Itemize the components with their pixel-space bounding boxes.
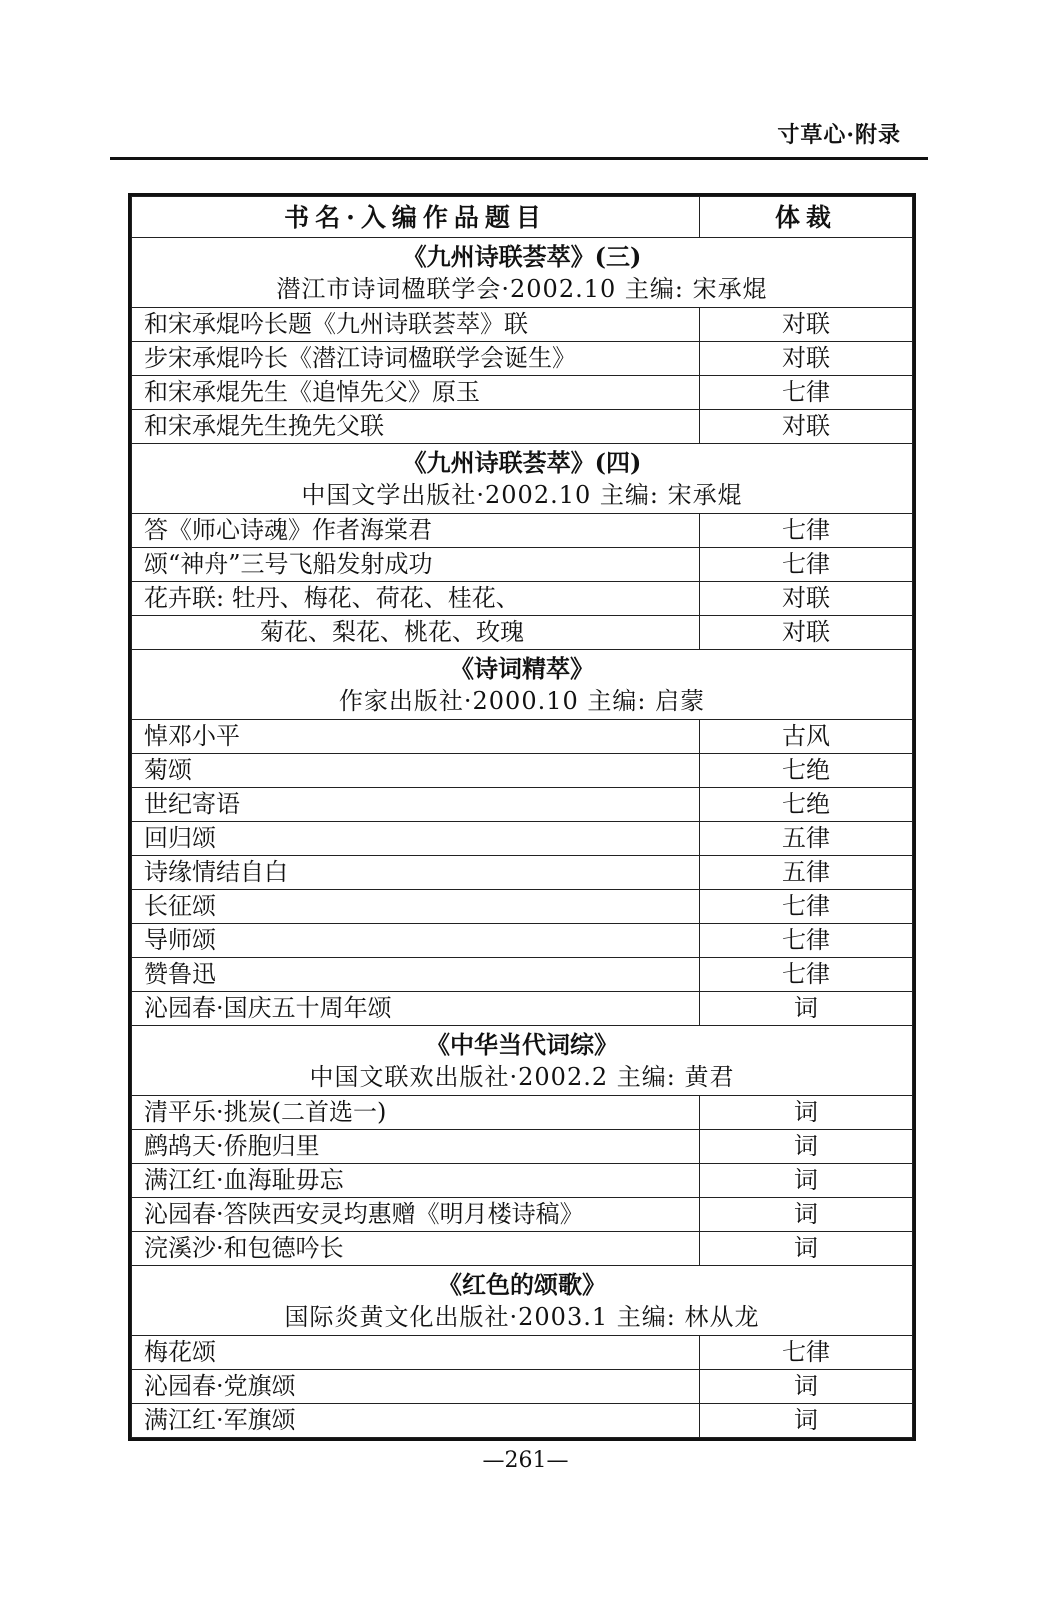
work-title: 满江红·血海耻毋忘	[132, 1164, 700, 1198]
column-header-genre: 体裁	[700, 197, 913, 238]
work-title: 回归颂	[132, 822, 700, 856]
work-title: 和宋承焜先生挽先父联	[132, 410, 700, 444]
book-publisher-meta: 中国文联欢出版社·2002.2 主编: 黄君	[309, 1063, 735, 1091]
book-header-row	[132, 1266, 913, 1336]
work-genre: 七律	[700, 890, 913, 924]
work-title: 花卉联: 牡丹、梅花、荷花、桂花、	[132, 582, 700, 616]
book-header-cell	[132, 238, 913, 308]
work-genre: 七律	[700, 958, 913, 992]
work-genre: 词	[700, 1370, 913, 1404]
work-genre: 对联	[700, 308, 913, 342]
table-row	[132, 890, 913, 924]
book-header-row	[132, 444, 913, 514]
work-title: 梅花颂	[132, 1336, 700, 1370]
table-row	[132, 720, 913, 754]
works-table	[128, 193, 916, 1441]
work-title: 赞鲁迅	[132, 958, 700, 992]
work-genre: 七绝	[700, 754, 913, 788]
table-row	[132, 308, 913, 342]
table-row	[132, 582, 913, 616]
book-publisher-meta: 潜江市诗词楹联学会·2002.10 主编: 宋承焜	[276, 275, 768, 303]
work-title: 诗缘情结自白	[132, 856, 700, 890]
work-genre: 词	[700, 1198, 913, 1232]
work-genre: 词	[700, 992, 913, 1026]
work-genre: 词	[700, 1404, 913, 1438]
book-publisher-meta: 国际炎黄文化出版社·2003.1 主编: 林从龙	[284, 1303, 760, 1331]
work-genre: 七律	[700, 924, 913, 958]
work-genre: 词	[700, 1232, 913, 1266]
work-title: 浣溪沙·和包德吟长	[132, 1232, 700, 1266]
work-genre: 五律	[700, 822, 913, 856]
book-name: 《诗词精萃》	[450, 654, 594, 683]
column-header-title: 书名·入编作品题目	[132, 197, 700, 238]
work-title: 和宋承焜吟长题《九州诗联荟萃》联	[132, 308, 700, 342]
table-row	[132, 514, 913, 548]
work-title: 鹧鸪天·侨胞归里	[132, 1130, 700, 1164]
work-title: 世纪寄语	[132, 788, 700, 822]
work-genre: 词	[700, 1164, 913, 1198]
book-header-row	[132, 650, 913, 720]
table-row	[132, 548, 913, 582]
book-name: 《中华当代词综》	[426, 1030, 618, 1059]
work-genre: 对联	[700, 410, 913, 444]
work-genre: 对联	[700, 342, 913, 376]
work-title: 颂“神舟”三号飞船发射成功	[132, 548, 700, 582]
header-rule	[110, 157, 928, 160]
work-genre: 七律	[700, 548, 913, 582]
book-header-cell	[132, 650, 913, 720]
work-genre: 七绝	[700, 788, 913, 822]
table-row	[132, 1404, 913, 1438]
work-genre: 七律	[700, 376, 913, 410]
work-title: 步宋承焜吟长《潜江诗词楹联学会诞生》	[132, 342, 700, 376]
book-publisher-meta: 中国文学出版社·2002.10 主编: 宋承焜	[301, 481, 743, 509]
book-header-cell	[132, 1266, 913, 1336]
table-row	[132, 856, 913, 890]
book-name: 《红色的颂歌》	[438, 1270, 606, 1299]
work-title: 沁园春·国庆五十周年颂	[132, 992, 700, 1026]
book-header-row	[132, 238, 913, 308]
work-genre: 七律	[700, 1336, 913, 1370]
book-publisher-meta: 作家出版社·2000.10 主编: 启蒙	[338, 687, 706, 715]
table-header-row	[132, 197, 913, 238]
book-header-cell	[132, 444, 913, 514]
table-row	[132, 822, 913, 856]
book-name: 《九州诗联荟萃》(三)	[402, 242, 642, 271]
table-row	[132, 1370, 913, 1404]
table-row	[132, 992, 913, 1026]
table-row	[132, 1164, 913, 1198]
book-header-row	[132, 1026, 913, 1096]
book-header-cell	[132, 1026, 913, 1096]
work-genre: 五律	[700, 856, 913, 890]
table-row	[132, 1336, 913, 1370]
work-title: 菊颂	[132, 754, 700, 788]
table-row	[132, 958, 913, 992]
work-genre: 词	[700, 1130, 913, 1164]
work-genre: 古风	[700, 720, 913, 754]
work-title: 清平乐·挑炭(二首选一)	[132, 1096, 700, 1130]
work-genre: 词	[700, 1096, 913, 1130]
book-name: 《九州诗联荟萃》(四)	[402, 448, 642, 477]
table-row	[132, 1198, 913, 1232]
work-title: 长征颂	[132, 890, 700, 924]
work-title: 导师颂	[132, 924, 700, 958]
table-row	[132, 1130, 913, 1164]
table-row	[132, 924, 913, 958]
table-row	[132, 1096, 913, 1130]
table-row	[132, 1232, 913, 1266]
table-row	[132, 342, 913, 376]
table-row	[132, 410, 913, 444]
work-title: 沁园春·答陕西安灵均惠赠《明月楼诗稿》	[132, 1198, 700, 1232]
table-row	[132, 616, 913, 650]
work-title: 悼邓小平	[132, 720, 700, 754]
work-title: 沁园春·党旗颂	[132, 1370, 700, 1404]
table-row	[132, 788, 913, 822]
work-title: 答《师心诗魂》作者海棠君	[132, 514, 700, 548]
work-genre: 对联	[700, 616, 913, 650]
table-row	[132, 376, 913, 410]
work-title: 和宋承焜先生《追悼先父》原玉	[132, 376, 700, 410]
work-title: 菊花、梨花、桃花、玫瑰	[132, 616, 700, 650]
running-header: 寸草心·附录	[777, 122, 901, 148]
work-genre: 对联	[700, 582, 913, 616]
work-genre: 七律	[700, 514, 913, 548]
page-number: —261—	[482, 1448, 569, 1473]
work-title: 满江红·军旗颂	[132, 1404, 700, 1438]
table-row	[132, 754, 913, 788]
